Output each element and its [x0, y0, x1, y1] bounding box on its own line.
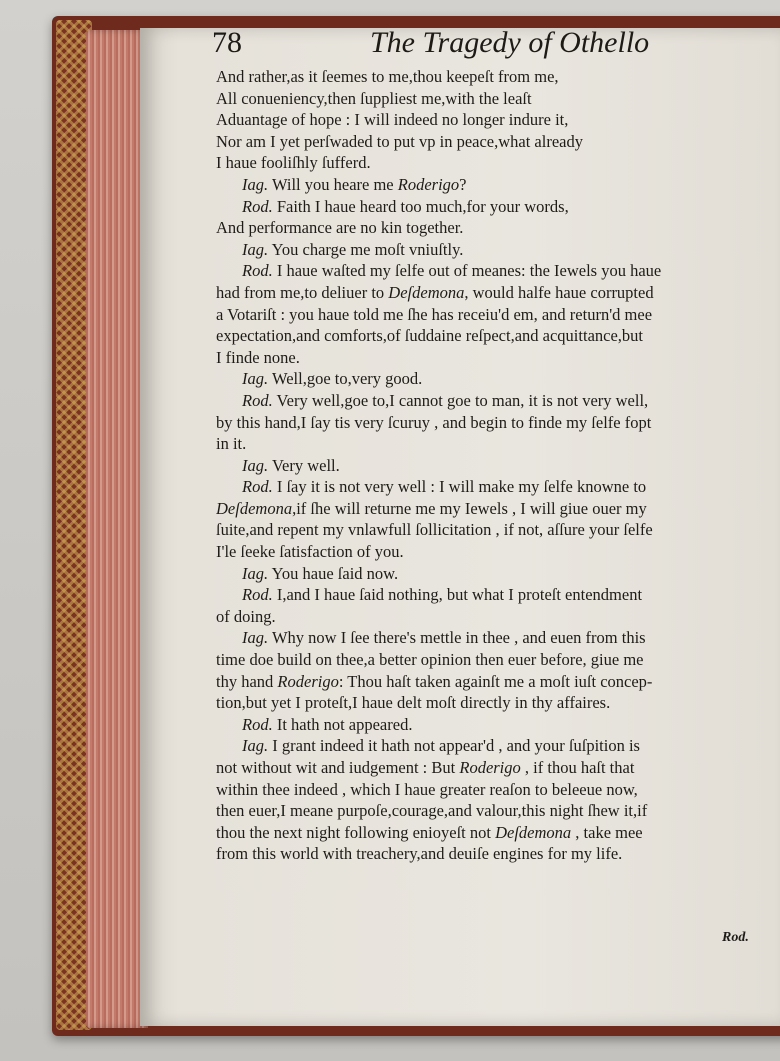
speaker-prefix: Iag.	[242, 736, 269, 756]
line-text: Very well.	[271, 455, 340, 475]
text-line	[216, 347, 772, 369]
character-name: Roderigo	[277, 671, 339, 691]
line-text: expectation,and comforts,of ſuddaine reſpect,and acquittance,but	[216, 326, 643, 346]
line-text: from this world with treachery,and deuiſe engines for my life.	[216, 844, 623, 864]
speaker-prefix: Rod.	[242, 261, 273, 281]
speaker-prefix: Iag.	[242, 239, 269, 259]
text-line	[216, 390, 772, 412]
running-title: The Tragedy of Othello	[370, 26, 650, 59]
speaker-prefix: Iag.	[242, 628, 269, 648]
character-name: Deſdemona	[388, 282, 465, 302]
text-line	[216, 519, 772, 541]
text-line	[216, 714, 772, 736]
text-line	[216, 800, 772, 822]
line-text: And rather,as it ſeemes to me,thou keepeſt from me,	[216, 67, 559, 86]
line-text: Will you heare me	[271, 174, 398, 194]
line-text: You haue ſaid now.	[271, 563, 399, 583]
text-line	[216, 131, 772, 153]
line-text: , if thou haſt that	[520, 758, 635, 777]
catchword: Rod.	[722, 930, 749, 945]
line-text: tion,but yet I proteſt,I haue delt moſt directly in thy affaires.	[216, 693, 611, 713]
line-text: by this hand,I ſay tis very ſcuruy , and begin to finde my ſelfe fopt	[216, 412, 652, 432]
line-text: not without wit and iudgement : But	[216, 758, 460, 777]
line-text: I haue waſted my ſelfe out of meanes: the Iewels you haue	[276, 261, 662, 281]
line-text: All conueniency,then ſuppliest me,with the leaſt	[216, 88, 532, 108]
text-line	[216, 498, 772, 520]
text-line	[216, 563, 772, 585]
line-text: I finde none.	[216, 347, 300, 367]
speaker-prefix: Rod.	[242, 585, 273, 605]
text-line	[216, 196, 772, 218]
text-line	[216, 88, 772, 110]
text-line	[216, 412, 772, 434]
line-text: had from me,to deliuer to	[216, 282, 389, 302]
speaker-prefix: Iag.	[242, 455, 269, 475]
line-text: ,if ſhe will returne me my Iewels , I will giue ouer my	[292, 498, 647, 518]
text-line	[216, 692, 772, 714]
text-line	[216, 649, 772, 671]
line-text: time doe build on thee,a better opinion then euer before, giue me	[216, 650, 644, 670]
text-line	[216, 822, 772, 844]
line-text: then euer,I meane purpoſe,courage,and valour,this night ſhew it,if	[216, 801, 648, 821]
line-text: : Thou haſt taken againſt me a moſt iuſt concep-	[338, 671, 653, 691]
text-block	[216, 66, 772, 865]
text-line	[216, 282, 772, 304]
page-edges	[86, 30, 148, 1028]
line-text: I ſay it is not very well : I will make my ſelfe knowne to	[276, 477, 647, 497]
line-text: ſuite,and repent my vnlawfull ſollicitation , if not, aſſure your ſelfe	[216, 520, 653, 540]
text-line	[216, 627, 772, 649]
text-line	[216, 606, 772, 628]
line-text: thou the next night following enioyeſt not	[216, 822, 496, 842]
text-line	[216, 239, 772, 261]
speaker-prefix: Rod.	[242, 390, 273, 410]
text-line	[216, 260, 772, 282]
text-line	[216, 217, 772, 239]
text-line	[216, 843, 772, 865]
line-text: Why now I ſee there's mettle in thee , and euen from this	[271, 628, 646, 648]
line-text: , would halfe haue corrupted	[464, 282, 654, 302]
text-line	[216, 757, 772, 779]
text-line	[216, 152, 772, 174]
line-text: Aduantage of hope : I will indeed no longer indure it,	[216, 110, 569, 130]
speaker-prefix: Iag.	[242, 369, 269, 389]
speaker-prefix: Rod.	[242, 714, 273, 734]
line-text: within thee indeed , which I haue greater reaſon to beleeue now,	[216, 779, 638, 799]
line-text: a Votariſt : you haue told me ſhe has receiu'd em, and return'd mee	[216, 304, 653, 324]
line-text: I,and I haue ſaid nothing, but what I proteſt entendment	[276, 585, 643, 605]
line-text: thy hand	[216, 671, 278, 691]
text-line	[216, 109, 772, 131]
text-line	[216, 304, 772, 326]
line-text: ?	[459, 174, 467, 194]
line-text: Faith I haue heard too much,for your words,	[276, 196, 569, 216]
line-text: of doing.	[216, 606, 276, 626]
text-line	[216, 455, 772, 477]
character-name: Roderigo	[397, 174, 460, 194]
page-header	[210, 26, 780, 64]
text-line	[216, 66, 772, 88]
line-text: , take mee	[571, 822, 643, 842]
speaker-prefix: Iag.	[242, 174, 269, 194]
text-line	[216, 671, 772, 693]
text-line	[216, 433, 772, 455]
line-text: I haue fooliſhly ſufferd.	[216, 153, 371, 173]
line-text: in it.	[216, 434, 247, 454]
text-line	[216, 541, 772, 563]
page-number: 78	[212, 26, 242, 59]
text-line	[216, 325, 772, 347]
text-line	[216, 779, 772, 801]
text-line	[216, 735, 772, 757]
line-text: Very well,goe to,I cannot goe to man, it is not very well,	[276, 390, 649, 410]
speaker-prefix: Rod.	[242, 196, 273, 216]
speaker-prefix: Iag.	[242, 563, 269, 583]
line-text: It hath not appeared.	[276, 714, 413, 734]
character-name: Deſdemona	[216, 498, 293, 518]
line-text: And performance are no kin together.	[216, 218, 464, 238]
speaker-prefix: Rod.	[242, 477, 273, 497]
line-text: Nor am I yet perſwaded to put vp in peace,what already	[216, 131, 583, 151]
line-text: Well,goe to,very good.	[271, 369, 423, 389]
character-name: Roderigo	[459, 758, 521, 777]
character-name: Deſdemona	[495, 822, 572, 842]
line-text: You charge me moſt vniuſtly.	[271, 239, 464, 259]
text-line	[216, 584, 772, 606]
line-text: I grant indeed it hath not appear'd , and your ſuſpition is	[272, 736, 640, 756]
text-line	[216, 174, 772, 196]
text-line	[216, 476, 772, 498]
text-line	[216, 368, 772, 390]
line-text: I'le ſeeke ſatisfaction of you.	[216, 542, 404, 562]
